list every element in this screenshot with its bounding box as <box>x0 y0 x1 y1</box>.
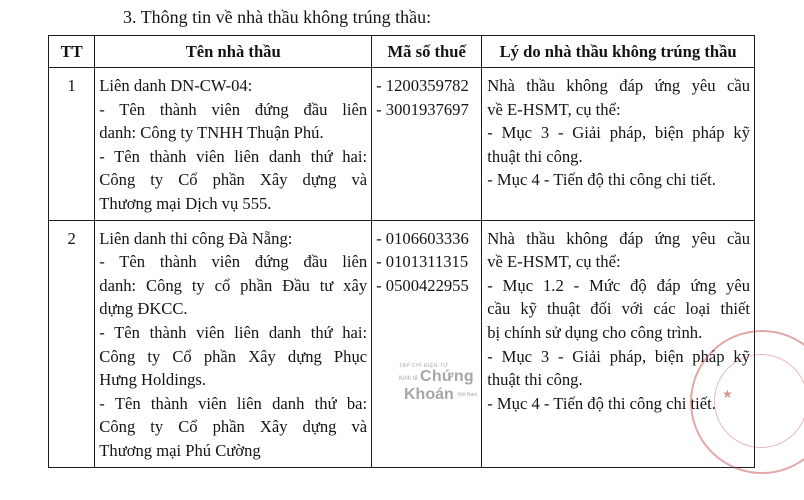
section-title: 3. Thông tin về nhà thầu không trúng thầu: <box>123 7 432 27</box>
bidder-name-line: - Tên thành viên liên danh thứ ba: <box>99 393 368 413</box>
bidder-name-line: - Tên thành viên đứng đầu liên <box>99 99 368 119</box>
table-row <box>49 68 755 221</box>
bidder-name-line: Thương mại Dịch vụ 555. <box>99 193 272 213</box>
reason-line: - Mục 4 - Tiến độ thi công chi tiết. <box>487 393 716 413</box>
bidder-name-line: Hưng Holdings. <box>99 370 207 390</box>
bidder-name-cell <box>95 220 372 467</box>
tax-id-cell <box>372 68 482 221</box>
tax-id-cell <box>372 220 482 467</box>
row-number: 1 <box>49 68 95 221</box>
reason-line: - Mục 3 - Giải pháp, biện pháp kỹ <box>487 346 750 366</box>
header-tt: TT <box>49 36 95 68</box>
bidder-name-line: Công ty Cổ phần Xây dựng và <box>99 170 368 190</box>
header-reason: Lý do nhà thầu không trúng thầu <box>482 36 755 68</box>
watermark-top-text: TẠP CHÍ ĐIỆN TỬ <box>399 363 449 369</box>
bidder-name-line: - Tên thành viên đứng đầu liên <box>99 252 368 272</box>
reason-cell <box>482 220 755 467</box>
bidder-name-line: dựng ĐKCC. <box>99 299 188 319</box>
reason-line: thuật thi công. <box>487 370 583 390</box>
header-tax-id: Mã số thuế <box>372 36 482 68</box>
watermark-chung: Chứng <box>420 368 474 385</box>
bidder-name-line: danh: Công ty cổ phần Đầu tư xây <box>99 275 368 295</box>
seal-star-icon: ★ <box>722 387 733 401</box>
bidder-name-cell <box>95 68 372 221</box>
reason-line: bị chính sử dụng cho công trình. <box>487 322 703 342</box>
tax-id: - 0106603336 <box>376 228 469 248</box>
reason-line: về E-HSMT, cụ thể: <box>487 99 621 119</box>
reason-line: - Mục 3 - Giải pháp, biện pháp kỹ <box>487 123 750 143</box>
bidder-name-line: Công ty Cổ phần Xây dựng và <box>99 417 368 437</box>
reason-cell <box>482 68 755 221</box>
reason-line: - Mục 4 - Tiến độ thi công chi tiết. <box>487 170 716 190</box>
reason-line: về E-HSMT, cụ thể: <box>487 252 621 272</box>
reason-line: cầu kỹ thuật đối với các loại thiết <box>487 299 750 319</box>
table-row <box>49 220 755 467</box>
watermark-khoan: Khoán <box>404 386 454 403</box>
tax-id: - 3001937697 <box>376 99 469 119</box>
watermark-kinh-te: Kinh tế <box>399 376 418 382</box>
bidder-name-line: danh: Công ty TNHH Thuận Phú. <box>99 123 324 143</box>
row-number: 2 <box>49 220 95 467</box>
bidder-name-line: Thương mại Phú Cường <box>99 440 261 460</box>
tax-id: - 0101311315 <box>376 252 469 272</box>
header-bidder-name: Tên nhà thầu <box>95 36 372 68</box>
bidder-name-line: Công ty Cổ phần Xây dựng Phục <box>99 346 368 366</box>
reason-line: thuật thi công. <box>487 146 583 166</box>
tax-id: - 0500422955 <box>376 275 469 295</box>
reason-line: Nhà thầu không đáp ứng yêu cầu <box>487 228 750 248</box>
watermark-logo <box>387 363 479 411</box>
table-header-row <box>49 36 755 68</box>
bidder-name-line: Liên danh thi công Đà Nẵng: <box>99 228 293 248</box>
watermark-viet-nam: Việt Nam <box>457 392 478 398</box>
bidder-name-line: Liên danh DN-CW-04: <box>99 76 253 95</box>
bidder-name-line: - Tên thành viên liên danh thứ hai: <box>99 322 368 342</box>
tax-id: - 1200359782 <box>376 76 469 95</box>
bidder-name-line: - Tên thành viên liên danh thứ hai: <box>99 146 368 166</box>
reason-line: - Mục 1.2 - Mức độ đáp ứng yêu <box>487 275 750 295</box>
reason-line: Nhà thầu không đáp ứng yêu cầu <box>487 76 750 95</box>
